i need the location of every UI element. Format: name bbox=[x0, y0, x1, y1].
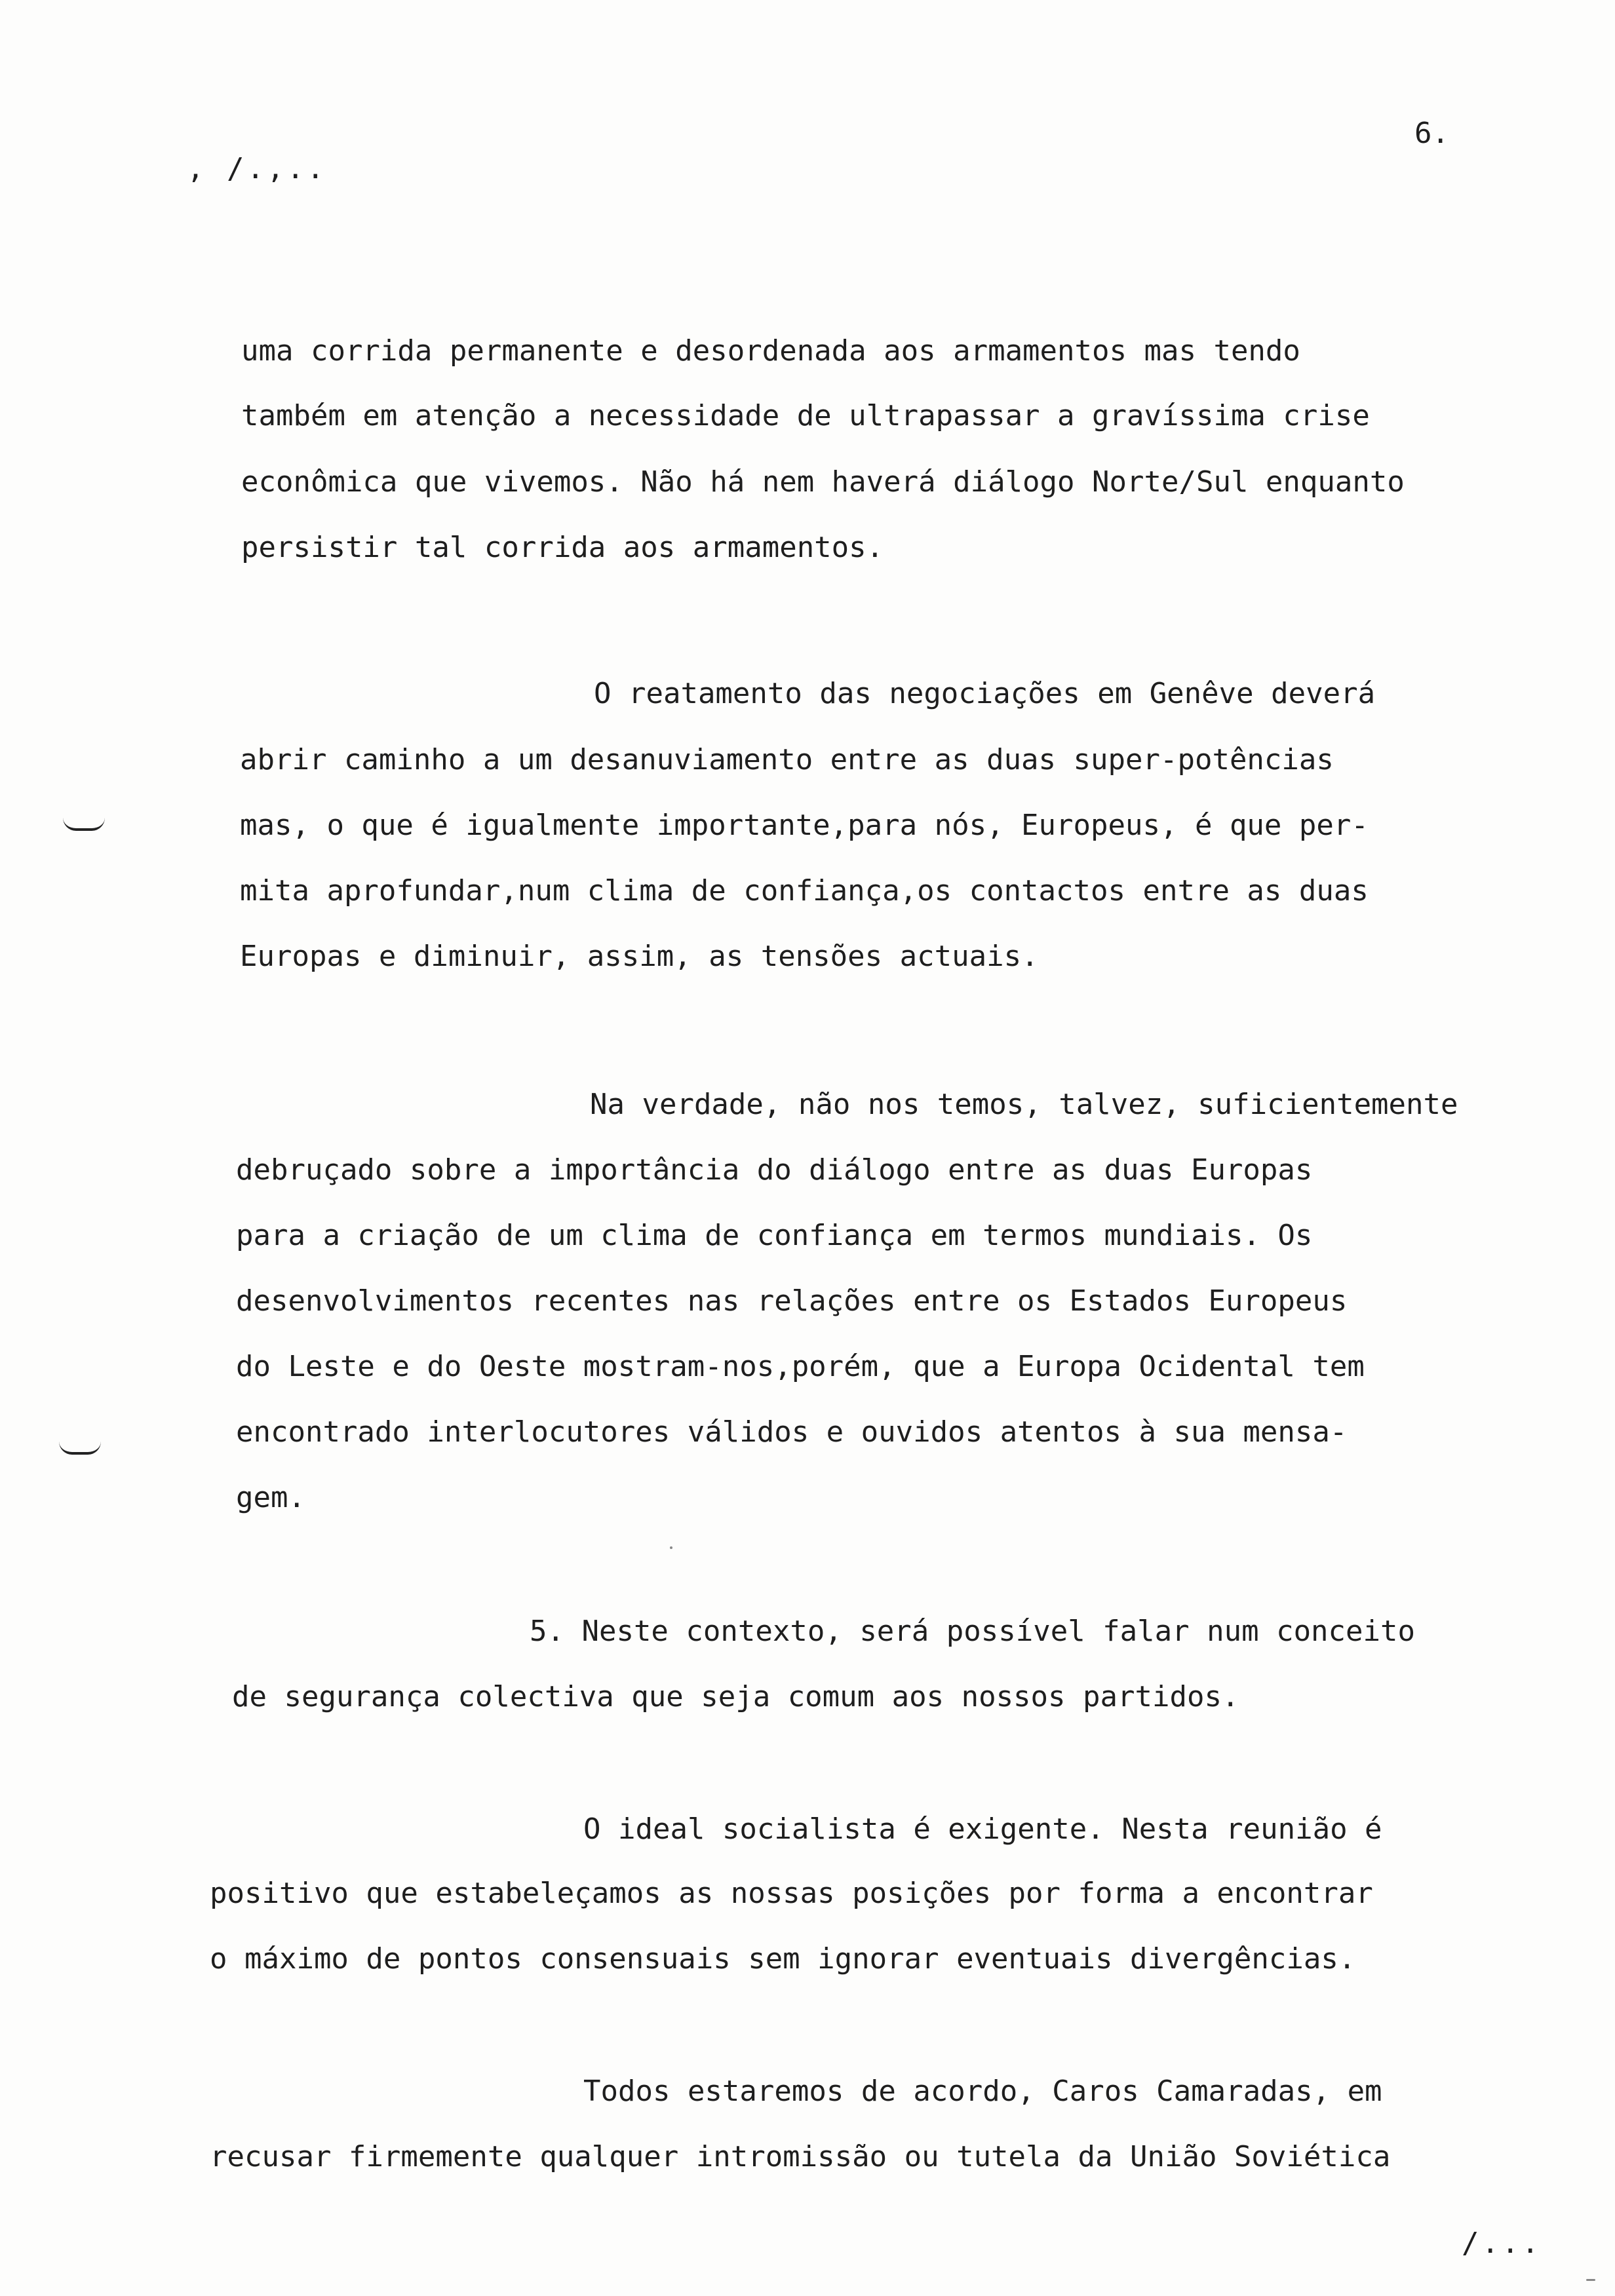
text-line: persistir tal corrida aos armamentos. bbox=[241, 531, 884, 564]
scan-speck bbox=[1586, 2279, 1595, 2281]
page-number: 6. bbox=[1414, 117, 1449, 150]
text-line: econômica que vivemos. Não há nem haverá diálogo Norte/Sul enquanto bbox=[241, 465, 1405, 499]
text-line: gem. bbox=[236, 1481, 305, 1514]
text-line: mas, o que é igualmente importante,para nós, Europeus, é que per- bbox=[240, 809, 1369, 842]
text-line: O ideal socialista é exigente. Nesta reunião é bbox=[583, 1812, 1382, 1846]
continuation-mark-bottom: /... bbox=[1462, 2227, 1542, 2260]
text-line: desenvolvimentos recentes nas relações entre os Estados Europeus bbox=[236, 1284, 1348, 1318]
text-line: para a criação de um clima de confiança em termos mundiais. Os bbox=[236, 1219, 1313, 1252]
text-line: recusar firmemente qualquer intromissão ou tutela da União Soviética bbox=[210, 2140, 1391, 2173]
text-line: Todos estaremos de acordo, Caros Camaradas, em bbox=[583, 2075, 1382, 2108]
text-line: Europas e diminuir, assim, as tensões actuais. bbox=[240, 940, 1039, 973]
scan-speck bbox=[670, 1546, 672, 1549]
text-line: 5. Neste contexto, será possível falar num conceito bbox=[530, 1615, 1416, 1648]
text-line: Na verdade, não nos temos, talvez, suficientemente bbox=[590, 1088, 1458, 1121]
text-line: uma corrida permanente e desordenada aos armamentos mas tendo bbox=[241, 334, 1300, 368]
margin-mark-1 bbox=[63, 818, 105, 831]
text-line: positivo que estabeleçamos as nossas posições por forma a encontrar bbox=[210, 1877, 1373, 1910]
text-line: de segurança colectiva que seja comum aos nossos partidos. bbox=[232, 1680, 1239, 1713]
text-line: mita aprofundar,num clima de confiança,os contactos entre as duas bbox=[240, 874, 1369, 908]
text-line: encontrado interlocutores válidos e ouvidos atentos à sua mensa- bbox=[236, 1415, 1348, 1449]
margin-mark-2 bbox=[59, 1442, 101, 1455]
continuation-mark-top: , /.,.. bbox=[187, 152, 327, 185]
text-line: abrir caminho a um desanuviamento entre as duas super-potências bbox=[240, 743, 1334, 776]
text-line: também em atenção a necessidade de ultrapassar a gravíssima crise bbox=[241, 399, 1370, 432]
text-line: o máximo de pontos consensuais sem ignorar eventuais divergências. bbox=[210, 1942, 1356, 1976]
text-line: do Leste e do Oeste mostram-nos,porém, que a Europa Ocidental tem bbox=[236, 1350, 1365, 1383]
text-line: debruçado sobre a importância do diálogo entre as duas Europas bbox=[236, 1153, 1313, 1187]
text-line: O reatamento das negociações em Genêve deverá bbox=[594, 677, 1376, 710]
